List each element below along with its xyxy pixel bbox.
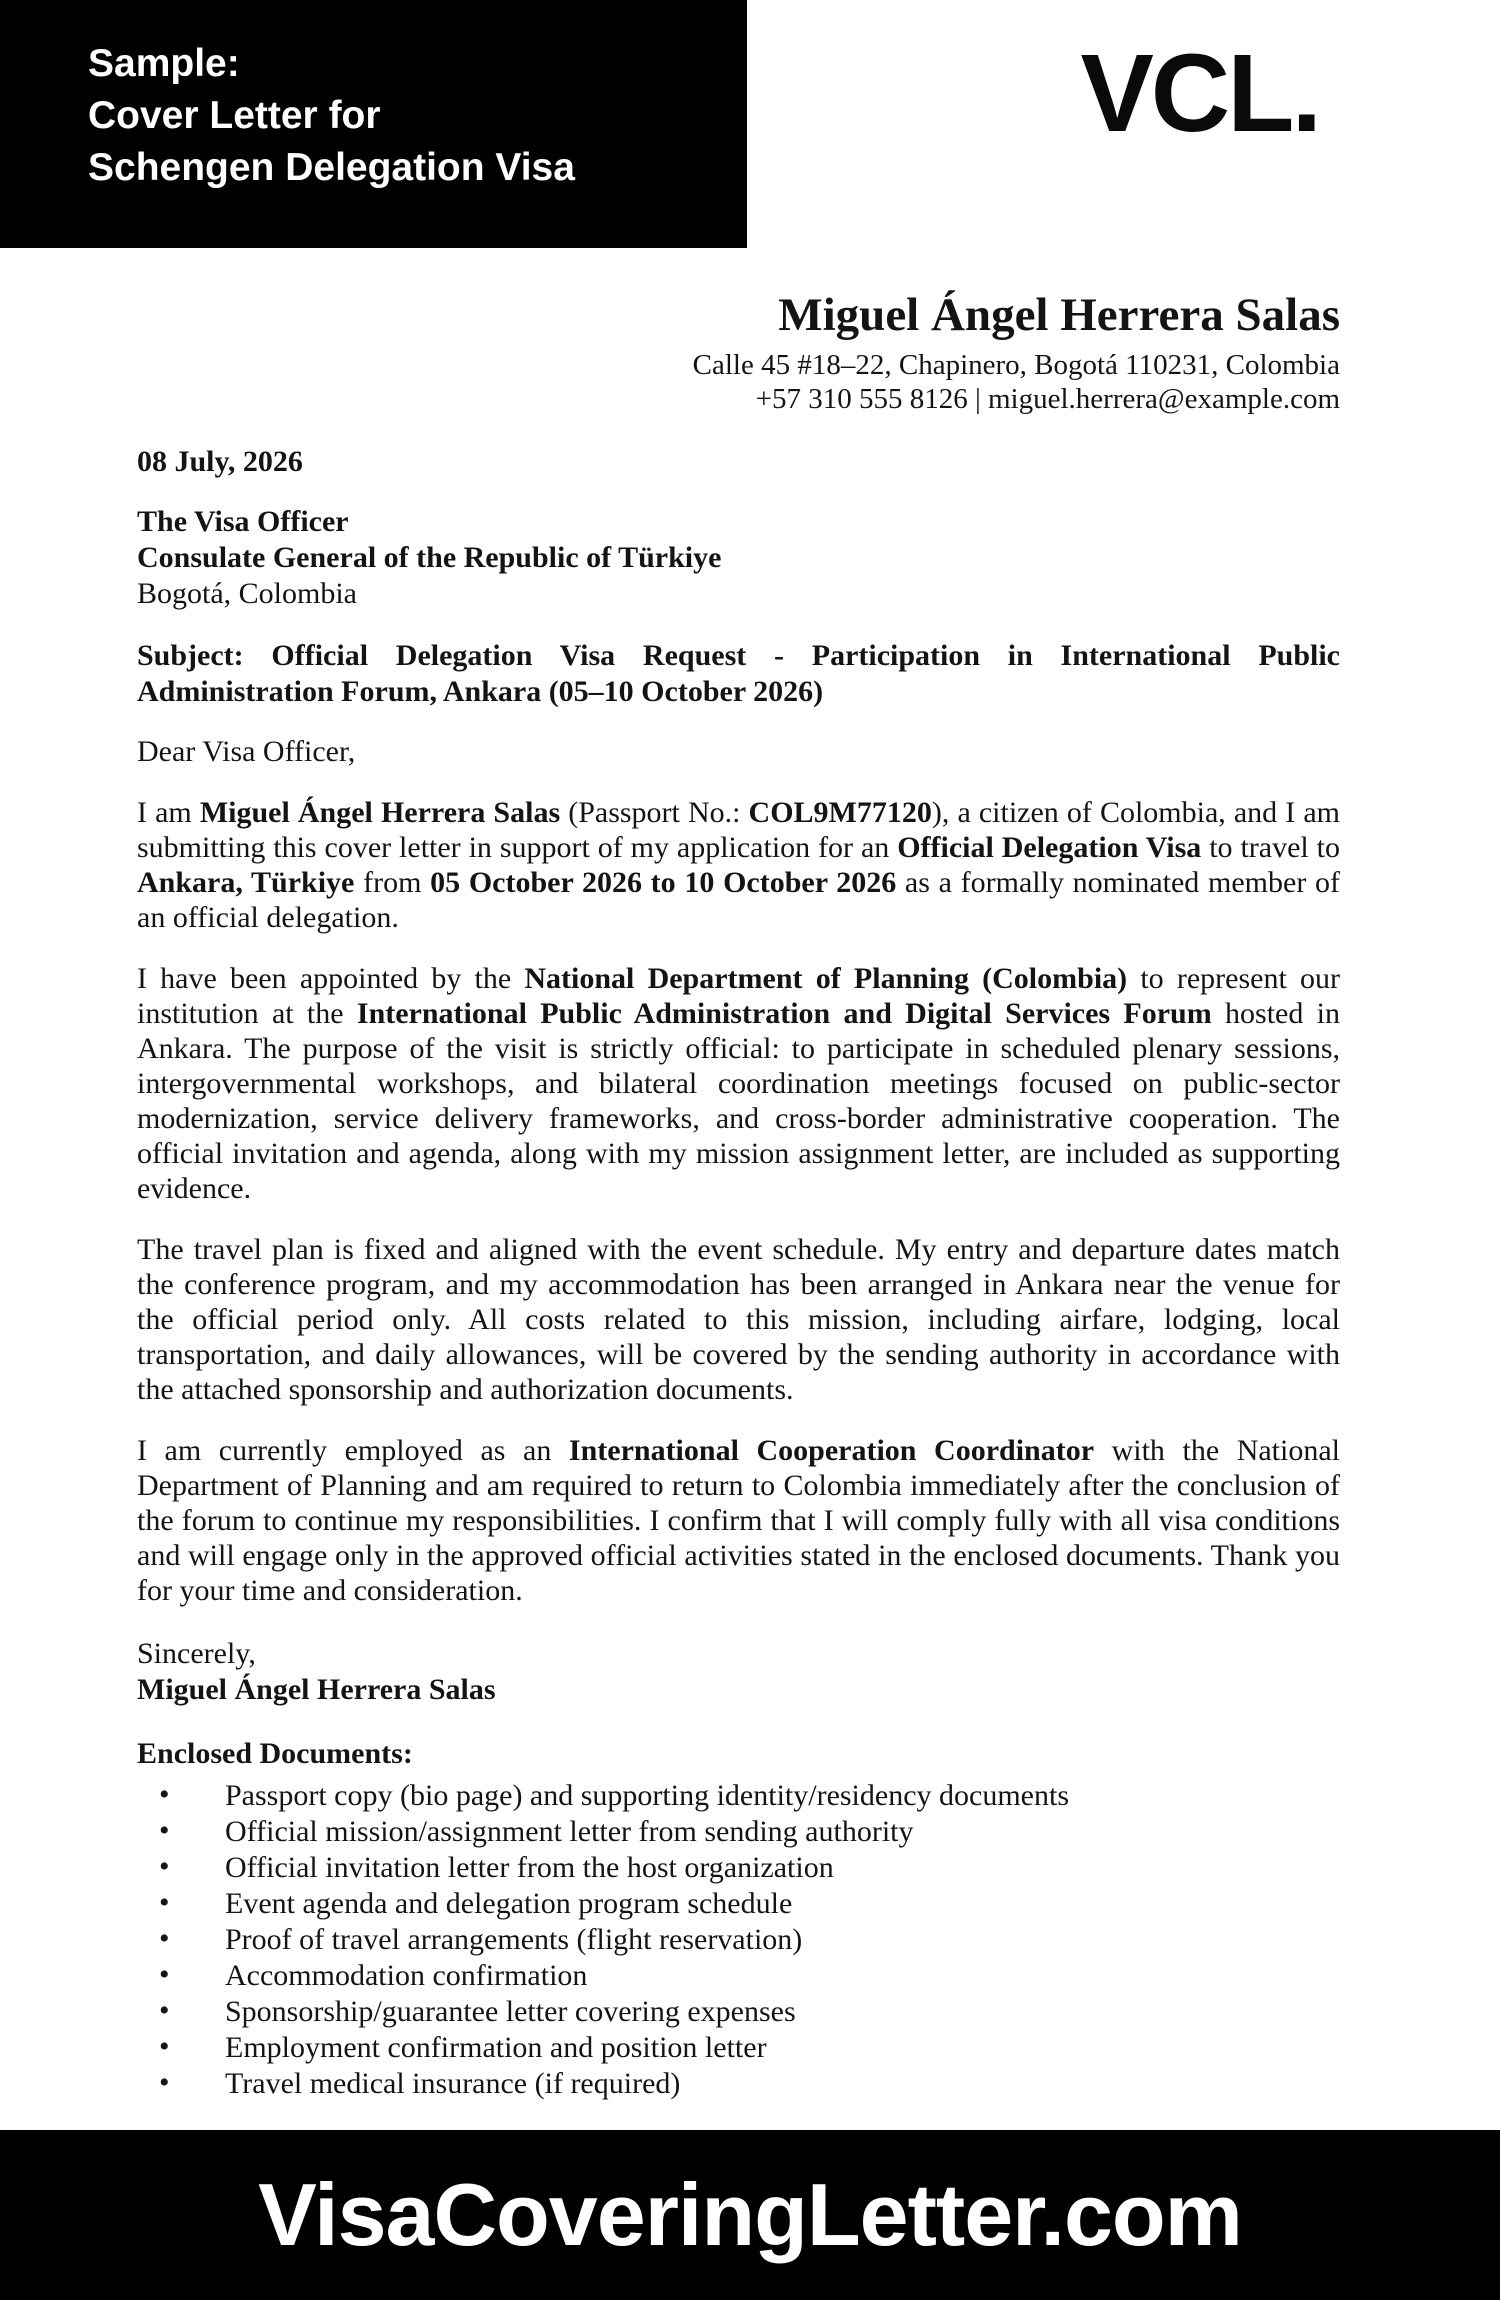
footer-site-name: VisaCoveringLetter.com [258, 2165, 1242, 2264]
sender-address: Calle 45 #18–22, Chapinero, Bogotá 110231, Colombia [692, 349, 1340, 381]
enclosure-item: • Travel medical insurance (if required) [137, 2066, 1340, 2102]
enclosure-item: • Proof of travel arrangements (flight reservation) [137, 1922, 1340, 1958]
enclosures-list [137, 1778, 1340, 2102]
sender-contact: +57 310 555 8126 | miguel.herrera@example.com [755, 383, 1340, 415]
closing-sincerely: Sincerely, [137, 1637, 256, 1670]
paragraph-travel-plan: The travel plan is fixed and aligned with the event schedule. My entry and departure dates match the conference program, and my accommodation has been arranged in Ankara near the venue for the official period only. All costs related to this mission, including airfare, lodging, local transportation, and daily allowances, will be covered by the sending authority in accordance with the attached sponsorship and authorization documents. [137, 1233, 1340, 1406]
enclosure-item: • Employment confirmation and position letter [137, 2030, 1340, 2066]
enclosure-item: • Official invitation letter from the host organization [137, 1850, 1340, 1886]
enclosure-item: • Event agenda and delegation program schedule [137, 1886, 1340, 1922]
sender-name: Miguel Ángel Herrera Salas [778, 289, 1340, 341]
salutation: Dear Visa Officer, [137, 735, 356, 768]
banner-line-1: Sample: [88, 42, 240, 85]
enclosure-item: • Official mission/assignment letter from sending authority [137, 1814, 1340, 1850]
closing-name: Miguel Ángel Herrera Salas [137, 1673, 496, 1706]
paragraph-appointment: I have been appointed by the National Department of Planning (Colombia) to represent our institution at the International Public Administration and Digital Services Forum hosted in Ankara. The purpose of the visit is strictly official: to participate in scheduled plenary sessions, intergovernmental workshops, and bilateral coordination meetings focused on public-sector modernization, service delivery frameworks, and cross-border administrative cooperation. The official invitation and agenda, along with my mission assignment letter, are included as supporting evidence. [137, 962, 1341, 1205]
paragraph-employment: I am currently employed as an International Cooperation Coordinator with the National Department of Planning and am required to return to Colombia immediately after the conclusion of the forum to continue my responsibilities. I confirm that I will comply fully with all visa conditions and will engage only in the approved official activities stated in the enclosed documents. Thank you for your time and consideration. [137, 1434, 1341, 1607]
enclosures-heading: Enclosed Documents: [137, 1737, 413, 1770]
sender-block [137, 288, 1340, 416]
enclosure-item: • Accommodation confirmation [137, 1958, 1340, 1994]
letter-date: 08 July, 2026 [137, 445, 303, 478]
vcl-logo: VCL. [1080, 32, 1319, 155]
banner-line-2: Cover Letter for [88, 94, 381, 137]
recipient-block [137, 504, 1340, 612]
recipient-city: Bogotá, Colombia [137, 577, 357, 610]
recipient-org: Consulate General of the Republic of Türkiye [137, 541, 722, 574]
subject-line: Subject: Official Delegation Visa Request - Participation in International Public Administration Forum, Ankara (05–10 October 2026) [137, 639, 1340, 708]
banner-line-3: Schengen Delegation Visa [88, 146, 575, 189]
enclosure-item: • Passport copy (bio page) and supporting identity/residency documents [137, 1778, 1340, 1814]
paragraph-intro: I am Miguel Ángel Herrera Salas (Passport No.: COL9M77120), a citizen of Colombia, and I am submitting this cover letter in support of my application for an Official Delegation Visa to travel to Ankara, Türkiye from 05 October 2026 to 10 October 2026 as a formally nominated member of an official delegation. [137, 796, 1341, 934]
enclosure-item: • Sponsorship/guarantee letter covering expenses [137, 1994, 1340, 2030]
letter-body [137, 0, 1340, 2102]
recipient-title: The Visa Officer [137, 505, 349, 538]
footer-band [0, 2130, 1500, 2300]
closing-block [137, 1636, 1340, 1708]
